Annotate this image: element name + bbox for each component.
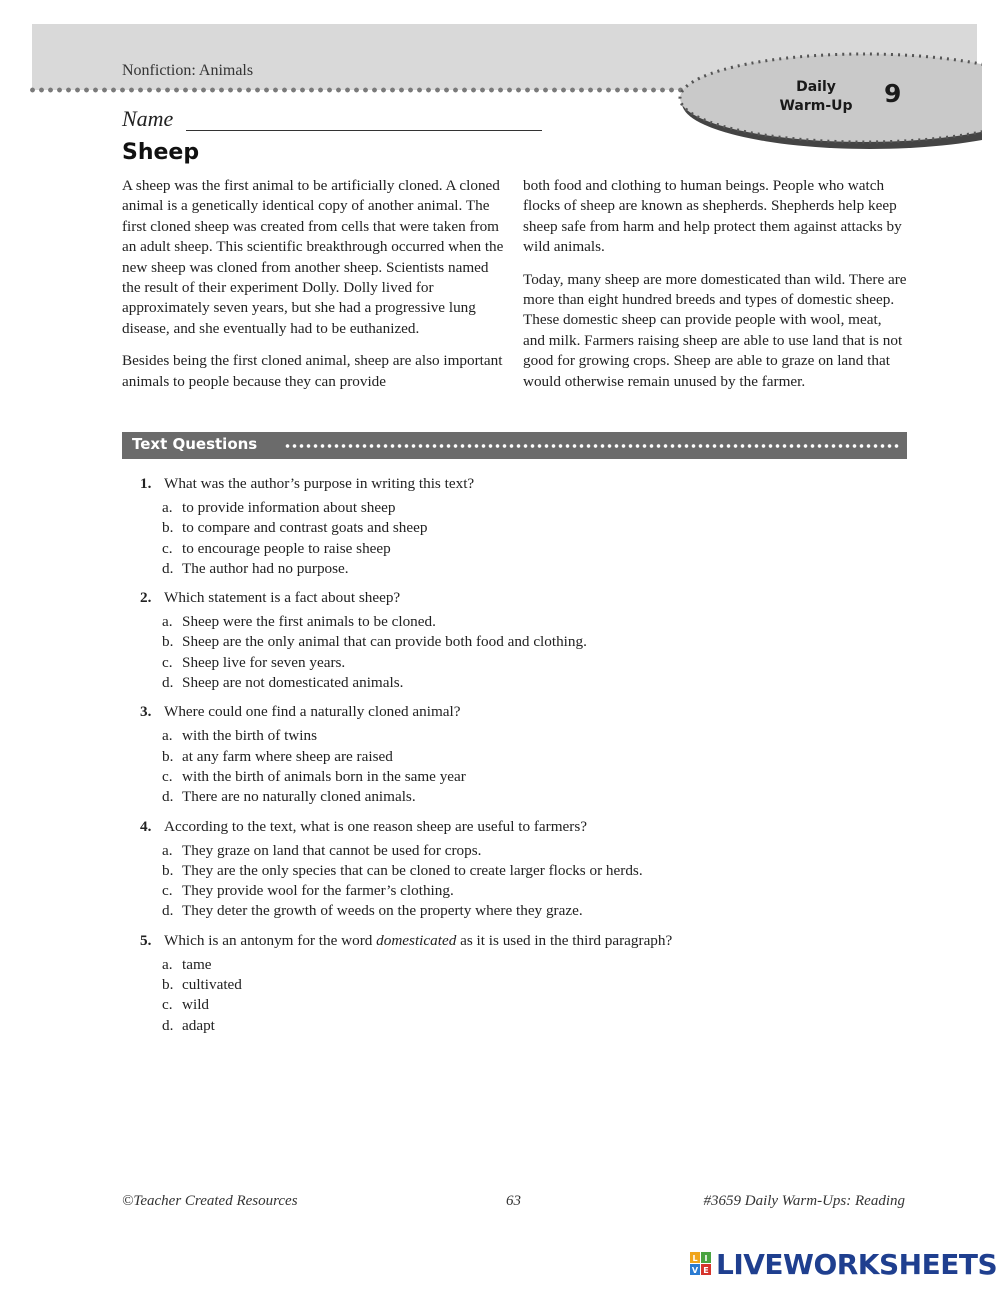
option-text: Sheep were the first animals to be cloned. — [182, 613, 436, 631]
option-text: There are no naturally cloned animals. — [182, 788, 416, 806]
question-number: 1. — [140, 475, 152, 492]
answer-option[interactable] — [162, 975, 920, 995]
option-letter: c. — [162, 882, 173, 900]
answer-option[interactable] — [162, 1016, 920, 1036]
option-letter: a. — [162, 727, 173, 745]
footer-page-number: 63 — [506, 1193, 521, 1209]
section-label: Nonfiction: Animals — [122, 62, 254, 79]
answer-option[interactable] — [162, 881, 920, 901]
passage-paragraph-2-part-1: Besides being the first cloned animal, sheep are also important animals to people because they can provide — [122, 352, 503, 390]
liveworksheets-logo-icon — [690, 1252, 712, 1276]
passage-paragraph-2-part-2: both food and clothing to human beings. People who watch flocks of sheep are known as shepherds. Shepherds help keep sheep safe from harm and help protect them against attacks by wild animals. — [523, 177, 902, 256]
option-text: They deter the growth of weeds on the property where they graze. — [182, 902, 583, 920]
option-text: with the birth of animals born in the same year — [182, 767, 466, 785]
option-letter: d. — [162, 788, 174, 806]
answer-option[interactable] — [162, 539, 920, 559]
question-stem — [140, 931, 920, 951]
logo-letter-i: I — [704, 1254, 708, 1263]
option-letter: b. — [162, 519, 174, 537]
option-letter: b. — [162, 861, 174, 879]
answer-option[interactable] — [162, 861, 920, 881]
badge-line-2: Warm-Up — [779, 98, 853, 114]
passage-column-left — [122, 176, 506, 404]
answer-option[interactable] — [162, 901, 920, 921]
answer-option[interactable] — [162, 518, 920, 538]
option-letter: b. — [162, 633, 174, 651]
text-questions-heading: Text Questions — [132, 435, 258, 453]
question-stem — [140, 702, 920, 722]
option-text: adapt — [182, 1016, 215, 1034]
answer-option[interactable] — [162, 612, 920, 632]
question-3 — [140, 702, 920, 807]
logo-letter-e: E — [703, 1266, 709, 1275]
question-text-italic: domesticated — [376, 931, 457, 949]
passage-column-right — [523, 176, 907, 404]
answer-options — [162, 498, 920, 579]
option-text: Sheep live for seven years. — [182, 653, 346, 671]
option-text: Sheep are the only animal that can provide both food and clothing. — [182, 633, 587, 651]
option-text: cultivated — [182, 976, 242, 994]
option-text: They are the only species that can be cloned to create larger flocks or herds. — [182, 861, 643, 879]
option-text: with the birth of twins — [182, 727, 317, 745]
logo-letter-l: L — [692, 1254, 698, 1263]
option-letter: a. — [162, 955, 173, 973]
question-text: Where could one find a naturally cloned animal? — [164, 703, 461, 721]
answer-option[interactable] — [162, 673, 920, 693]
question-stem — [140, 588, 920, 608]
option-letter: a. — [162, 613, 173, 631]
question-number: 4. — [140, 817, 152, 835]
question-text: Which is an antonym for the word — [164, 931, 377, 949]
option-letter: c. — [162, 653, 173, 671]
option-text: tame — [182, 955, 212, 973]
answer-option[interactable] — [162, 498, 920, 518]
question-number: 5. — [140, 931, 152, 949]
heading-dotted-rule — [284, 443, 899, 449]
question-number: 2. — [140, 589, 152, 607]
answer-options — [162, 726, 920, 807]
footer-publisher: ©Teacher Created Resources — [122, 1193, 298, 1209]
questions-list — [140, 474, 920, 1045]
option-letter: d. — [162, 1016, 174, 1034]
option-letter: d. — [162, 559, 174, 577]
name-label: Name — [122, 106, 174, 131]
badge-line-1: Daily — [796, 79, 836, 95]
passage-paragraph-3: Today, many sheep are more domesticated than wild. There are more than eight hundred breeds and types of domestic sheep. These domestic sheep can provide people with wool, meat, and milk. Farmers raising sheep are able to use land that is not good for growing crops. Sheep are able to graze on land that would otherwise remain unused by the farmer. — [523, 270, 907, 390]
answer-option[interactable] — [162, 955, 920, 975]
question-text: Which statement is a fact about sheep? — [164, 589, 401, 607]
answer-option[interactable] — [162, 995, 920, 1015]
header-dotted-rule — [28, 86, 693, 94]
question-text-end: as it is used in the third paragraph? — [456, 931, 673, 949]
answer-option[interactable] — [162, 726, 920, 746]
option-letter: d. — [162, 902, 174, 920]
name-line[interactable] — [186, 130, 542, 131]
liveworksheets-watermark: LIVEWORKSHEETS — [716, 1248, 998, 1281]
question-stem — [140, 474, 920, 494]
question-4 — [140, 817, 920, 922]
footer-book-title: #3659 Daily Warm-Ups: Reading — [703, 1193, 905, 1209]
page-title: Sheep — [122, 140, 200, 165]
passage-paragraph-1: A sheep was the first animal to be artificially cloned. A cloned animal is a genetically identical copy of another animal. The first cloned sheep was created from cells that were taken from an adult sheep. This scientific breakthrough occurred when the new sheep was cloned from another sheep. Scientists named the result of their experiment Dolly. Dolly lived for approximately seven years, but she had a progressive lung disease, and she eventually had to be euthanized. — [122, 177, 504, 337]
option-text: to compare and contrast goats and sheep — [182, 519, 428, 537]
answer-option[interactable] — [162, 747, 920, 767]
question-5 — [140, 931, 920, 1036]
question-text: According to the text, what is one reason sheep are useful to farmers? — [164, 817, 587, 835]
answer-option[interactable] — [162, 632, 920, 652]
badge-label — [770, 78, 862, 116]
answer-options — [162, 612, 920, 693]
answer-option[interactable] — [162, 559, 920, 579]
text-questions-bar — [122, 432, 907, 459]
option-letter: c. — [162, 996, 173, 1014]
question-2 — [140, 588, 920, 693]
option-text: They graze on land that cannot be used for crops. — [182, 841, 482, 859]
option-text: at any farm where sheep are raised — [182, 747, 393, 765]
option-letter: b. — [162, 976, 174, 994]
option-text: wild — [182, 996, 210, 1014]
option-text: to encourage people to raise sheep — [182, 539, 391, 557]
option-text: They provide wool for the farmer’s clothing. — [182, 882, 454, 900]
answer-options — [162, 955, 920, 1036]
option-letter: d. — [162, 674, 174, 692]
badge-number: 9 — [884, 79, 902, 108]
option-letter: b. — [162, 747, 174, 765]
option-letter: c. — [162, 767, 173, 785]
option-letter: c. — [162, 539, 173, 557]
option-text: Sheep are not domesticated animals. — [182, 674, 404, 692]
option-text: to provide information about sheep — [182, 499, 396, 516]
option-letter: a. — [162, 499, 173, 516]
answer-options — [162, 841, 920, 922]
answer-option[interactable] — [162, 841, 920, 861]
question-stem — [140, 817, 920, 837]
answer-option[interactable] — [162, 787, 920, 807]
logo-letter-v: V — [691, 1266, 699, 1275]
option-text: The author had no purpose. — [182, 559, 349, 577]
question-1 — [140, 474, 920, 579]
question-number: 3. — [140, 703, 152, 721]
answer-option[interactable] — [162, 767, 920, 787]
answer-option[interactable] — [162, 653, 920, 673]
question-text: What was the author’s purpose in writing this text? — [164, 475, 475, 492]
option-letter: a. — [162, 841, 173, 859]
